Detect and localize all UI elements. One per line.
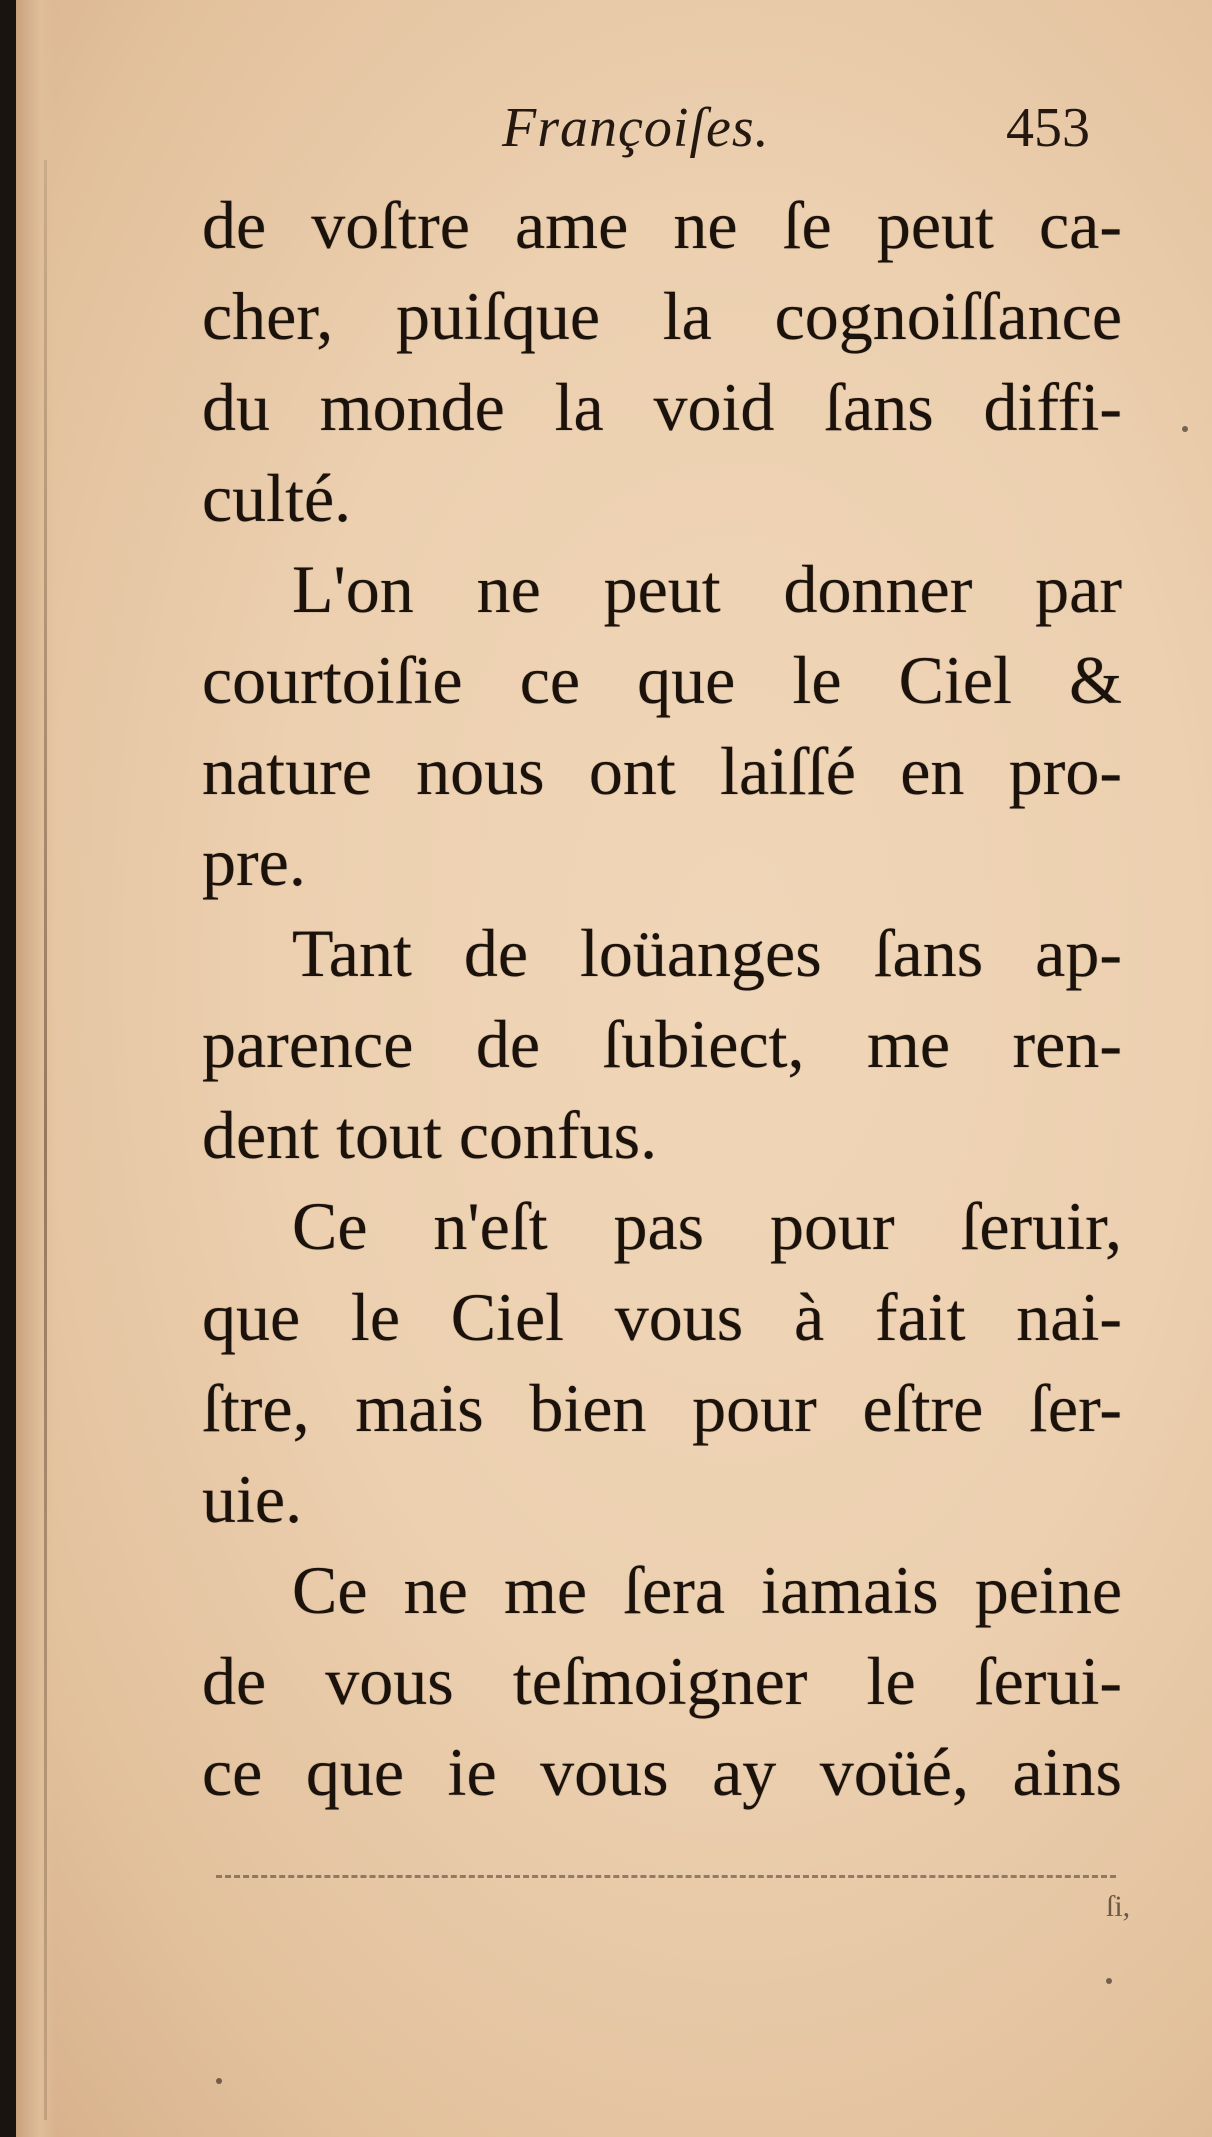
text-line: ce que ie vous ay voüé, ains	[202, 1734, 1122, 1810]
text-line: du monde la void ſans diffi-	[202, 369, 1122, 445]
binding-line	[44, 160, 47, 2120]
text-line: culté.	[202, 460, 352, 536]
text-line: de vous teſmoigner le ſerui-	[202, 1643, 1122, 1719]
main-text	[202, 180, 1122, 1818]
text-line: cher, puiſque la cognoiſſance	[202, 278, 1122, 354]
page-gutter-shadow	[16, 0, 56, 2137]
bottom-rule	[216, 1875, 1116, 1880]
text-line: nature nous ont laiſſé en pro-	[202, 733, 1122, 809]
running-title: Françoiſes.	[502, 97, 770, 159]
text-line: courtoiſie ce que le Ciel &	[202, 642, 1122, 718]
page-header	[16, 96, 1212, 176]
ink-speck	[1182, 426, 1188, 432]
text-line: dent tout confus.	[202, 1097, 658, 1173]
catchword: ſi,	[1106, 1890, 1131, 1923]
text-line: uie.	[202, 1461, 303, 1537]
text-line: parence de ſubiect, me ren-	[202, 1006, 1122, 1082]
ink-speck	[1106, 1978, 1112, 1984]
text-line: Tant de loüanges ſans ap-	[292, 915, 1122, 991]
ink-speck	[216, 2078, 222, 2084]
text-line: pre.	[202, 824, 306, 900]
text-line: L'on ne peut donner par	[292, 551, 1122, 627]
text-line: Ce n'eſt pas pour ſeruir,	[292, 1188, 1122, 1264]
page-number: 453	[1006, 97, 1090, 159]
text-line: de voſtre ame ne ſe peut ca-	[202, 187, 1122, 263]
text-line: que le Ciel vous à fait nai-	[202, 1279, 1122, 1355]
text-line: Ce ne me ſera iamais peine	[292, 1552, 1122, 1628]
text-line: ſtre, mais bien pour eſtre ſer-	[202, 1370, 1122, 1446]
book-page	[16, 0, 1212, 2137]
